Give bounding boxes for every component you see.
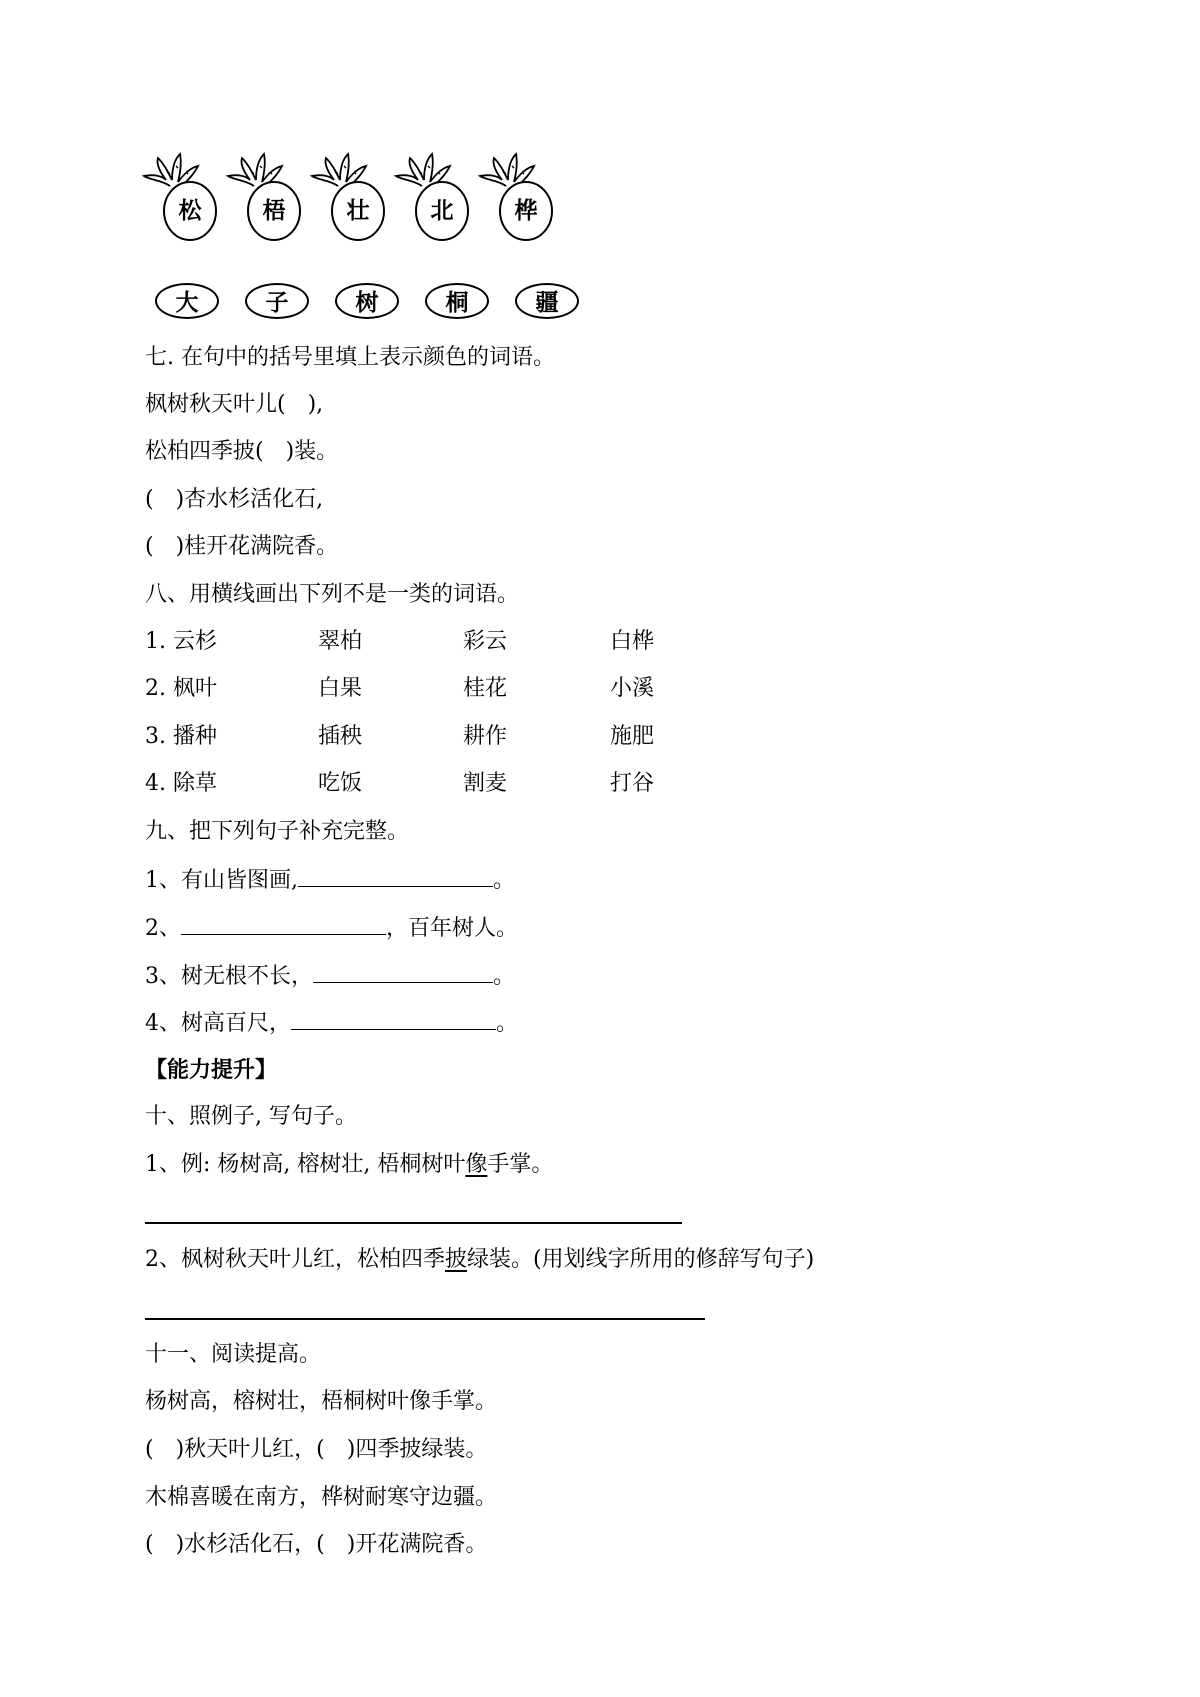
pineapple-char: 北 <box>430 197 454 224</box>
q10-text: 2、枫树秋天叶儿红，松柏四季 <box>145 1247 445 1272</box>
q8-word: 4. 除草 <box>145 771 217 796</box>
pineapple-card <box>140 150 226 242</box>
q7-line: ( )杏水杉活化石, <box>145 487 324 512</box>
q8-word: 插秧 <box>318 724 363 749</box>
pineapple-card <box>224 150 310 242</box>
q9-line-text: 1、有山皆图画, <box>145 868 298 893</box>
pineapple-card <box>476 150 562 242</box>
answer-blank[interactable] <box>298 864 493 887</box>
q7-line: ( )桂开花满院香。 <box>145 534 339 559</box>
answer-blank[interactable] <box>291 1007 496 1030</box>
q9-line-3 <box>145 960 515 992</box>
q10-title: 十、照例子, 写句子。 <box>145 1104 357 1129</box>
q9-line-text: 。 <box>493 964 516 989</box>
q9-line-text: 3、树无根不长， <box>145 964 313 989</box>
pineapple-char: 桦 <box>514 197 538 224</box>
q10-text: 1、例: 杨树高, 榕树壮, 梧桐树叶 <box>145 1152 466 1177</box>
q11-line: 杨树高，榕树壮，梧桐树叶像手掌。 <box>145 1389 498 1414</box>
q10-underlined-char: 像 <box>465 1152 488 1177</box>
q7-line: 松柏四季披( )装。 <box>145 439 339 464</box>
q11-line: ( )秋天叶儿红，( )四季披绿装。 <box>145 1437 488 1462</box>
answer-blank[interactable] <box>181 912 386 935</box>
q7-line: 枫树秋天叶儿( ), <box>145 392 324 417</box>
pineapple-char: 壮 <box>346 197 370 224</box>
oval-char: 树 <box>335 283 399 319</box>
q10-text: 绿装。(用划线字所用的修辞写句子) <box>467 1247 815 1272</box>
q9-line-4 <box>145 1007 518 1039</box>
q8-word: 吃饭 <box>318 771 363 796</box>
q9-line-text: 2、 <box>145 916 181 941</box>
q11-line: 木棉喜暖在南方，桦树耐寒守边疆。 <box>145 1485 498 1510</box>
q8-word: 施肥 <box>610 724 655 749</box>
q8-word: 翠柏 <box>318 629 363 654</box>
q11-title: 十一、阅读提高。 <box>145 1342 322 1367</box>
q8-title: 八、用横线画出下列不是一类的词语。 <box>145 582 520 607</box>
answer-line[interactable] <box>145 1318 705 1320</box>
q8-word: 白桦 <box>610 629 655 654</box>
q8-word: 彩云 <box>463 629 508 654</box>
pineapple-card <box>392 150 478 242</box>
oval-char: 大 <box>155 283 219 319</box>
q10-line-2 <box>145 1245 814 1275</box>
q8-word: 2. 枫叶 <box>145 676 217 701</box>
q8-word: 桂花 <box>463 676 508 701</box>
q9-line-text: 。 <box>496 1011 519 1036</box>
q9-title: 九、把下列句子补充完整。 <box>145 819 410 844</box>
pineapple-card <box>308 150 394 242</box>
q10-text: 手掌。 <box>487 1152 554 1177</box>
q9-line-2 <box>145 912 518 944</box>
q9-line-1 <box>145 864 515 896</box>
oval-char: 桐 <box>425 283 489 319</box>
q10-example <box>145 1150 553 1180</box>
q7-title: 七. 在句中的括号里填上表示颜色的词语。 <box>145 345 555 370</box>
q11-line: ( )水杉活化石，( )开花满院香。 <box>145 1532 488 1557</box>
pineapple-char: 松 <box>178 197 202 224</box>
pineapple-char: 梧 <box>262 197 286 224</box>
oval-char: 子 <box>245 283 309 319</box>
q8-word: 割麦 <box>463 771 508 796</box>
answer-blank[interactable] <box>313 960 493 983</box>
q10-underlined-char: 披 <box>445 1247 468 1272</box>
q8-word: 1. 云杉 <box>145 629 217 654</box>
section-heading: 【能力提升】 <box>145 1057 278 1083</box>
q8-word: 打谷 <box>610 771 655 796</box>
q9-line-text: 。 <box>493 868 516 893</box>
oval-row <box>155 283 595 323</box>
answer-line[interactable] <box>145 1222 682 1224</box>
pineapple-row <box>140 150 590 245</box>
oval-char: 疆 <box>515 283 579 319</box>
q8-word: 3. 播种 <box>145 724 217 749</box>
q8-word: 耕作 <box>463 724 508 749</box>
q9-line-text: 4、树高百尺， <box>145 1011 291 1036</box>
q8-word: 小溪 <box>610 676 655 701</box>
q8-word: 白果 <box>318 676 363 701</box>
q9-line-text: ，百年树人。 <box>386 916 519 941</box>
